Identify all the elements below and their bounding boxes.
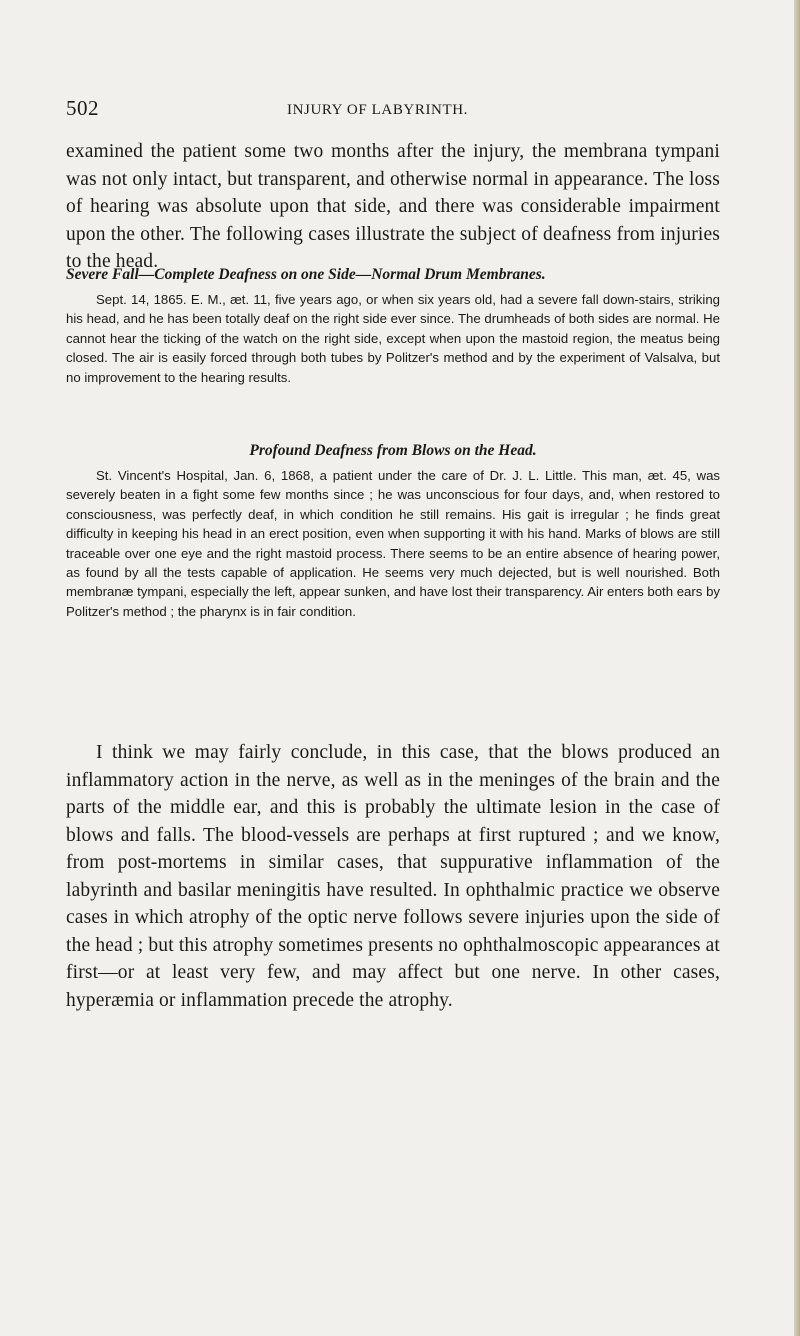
case1-paragraph: Sept. 14, 1865. E. M., æt. 11, five years ago, or when six years old, had a severe fall down-stairs, striking his head, and he has been totally deaf on the right side ever since. The drumheads of both sides are normal. He cannot hear the ticking of the watch on the right side, except when upon the mastoid region, the meatus being closed. The air is easily forced through both tubes by Politzer's method and by the experiment of Valsalva, but no improvement to the hearing results.	[66, 292, 720, 385]
case2-heading: Profound Deafness from Blows on the Head.	[249, 442, 537, 459]
running-head	[66, 96, 706, 120]
conclusion-paragraph: I think we may fairly conclude, in this case, that the blows produced an inflammatory action in the nerve, as well as in the meninges of the brain and the parts of the middle ear, and this is probably the ultimate lesion in the case of blows and falls. The blood-vessels are perhaps at first ruptured ; and we know, from post-mortems in similar cases, that suppurative inflammation of the labyrinth and basilar meningitis have resulted. In ophthalmic practice we observe cases in which atrophy of the optic nerve follows severe injuries upon the side of the head ; but this atrophy sometimes presents no ophthalmoscopic appearances at first—or at least very few, and may affect but one nerve. In other cases, hyperæmia or inflammation precede the atrophy.	[66, 742, 720, 1011]
running-title: INJURY OF LABYRINTH.	[287, 102, 469, 118]
case1-heading: Severe Fall—Complete Deafness on one Side—Normal Drum Membranes.	[66, 266, 546, 283]
page-edge	[794, 0, 800, 1336]
case2-paragraph: St. Vincent's Hospital, Jan. 6, 1868, a patient under the care of Dr. J. L. Little. This man, æt. 45, was severely beaten in a fight some few months since ; he was unconscious for four days, and, when restored to consciousness, was perfectly deaf, in which condition he still remains. His gait is irregular ; he finds great difficulty in keeping his head in an erect position, even when supporting it with his hand. Marks of blows are still traceable over one eye and the right mastoid process. There seems to be an entire absence of hearing power, as found by all the tests capable of application. He seems very much dejected, but is well nourished. Both membranæ tympani, especially the left, appear sunken, and have lost their transparency. Air enters both ears by Politzer's method ; the pharynx is in fair condition.	[66, 468, 720, 619]
page-number: 502	[66, 96, 99, 120]
intro-paragraph: examined the patient some two months after the injury, the membrana tympani was not only intact, but transparent, and otherwise normal in appearance. The loss of hearing was absolute upon that side, and there was considerable impairment upon the other. The following cases illustrate the subject of deafness from injuries to the head.	[66, 141, 720, 272]
